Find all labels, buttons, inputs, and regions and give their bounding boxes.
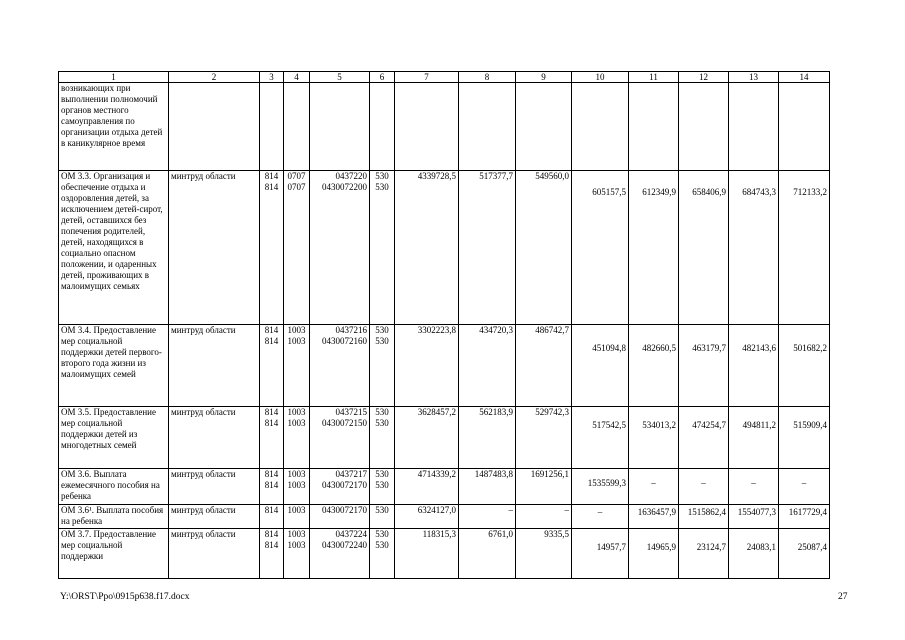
column-number: 11 [629, 72, 679, 83]
code-cell-c7 [395, 83, 459, 171]
sub-value: 530 [375, 418, 389, 428]
code-cell-c7 [395, 505, 459, 529]
code-cell-c8 [459, 505, 516, 529]
year-value: 24083,1 [746, 542, 776, 552]
sub-value: 530 [375, 469, 389, 479]
code-cell-c7 [395, 469, 459, 505]
sub-value: 4339728,5 [417, 171, 456, 181]
code-cell-c6 [370, 529, 395, 579]
year-value-cell [729, 505, 779, 529]
sub-value: 0437220 [335, 171, 367, 181]
code-cell-c4 [284, 171, 310, 325]
code-cell-c4 [284, 325, 310, 407]
year-value-cell [679, 505, 729, 529]
code-cell-c8 [459, 407, 516, 469]
year-value-cell [572, 83, 629, 171]
year-value-cell [679, 83, 729, 171]
year-value-cell [572, 171, 629, 325]
year-value: 463179,7 [692, 343, 726, 353]
column-number: 14 [779, 72, 830, 83]
sub-value: 814 [264, 540, 279, 550]
sub-value: 486742,7 [535, 325, 569, 335]
sub-value: 6761,0 [488, 529, 513, 539]
code-cell-c4 [284, 529, 310, 579]
sub-value: 530 [375, 325, 389, 335]
year-value-cell [679, 171, 729, 325]
executor-cell: минтруд области [169, 171, 260, 325]
sub-value: 0437216 [335, 325, 367, 335]
year-value-cell [629, 469, 679, 505]
sub-value: 530 [375, 182, 389, 192]
sub-value: 530 [375, 505, 389, 515]
sub-value: 0707 [287, 171, 306, 181]
sub-value: 530 [375, 407, 389, 417]
year-value: 1617729,4 [788, 507, 827, 517]
measure-name-cell: ОМ 3.3. Организация и обеспечение отдыха и оздоровления детей, за исключением детей-сирот, детей, оставшихся без попечения родителей, детей, находящихся в социально опасном положении, и одаренных детей, проживающих в малоимущих семьях [59, 171, 169, 325]
year-value: 605157,5 [592, 187, 626, 197]
code-cell-c5 [310, 171, 370, 325]
code-cell-c9 [516, 529, 572, 579]
code-cell-c4 [284, 469, 310, 505]
year-value-cell [779, 325, 830, 407]
executor-cell: минтруд области [169, 469, 260, 505]
year-value-cell [629, 171, 679, 325]
sub-value: 434720,3 [479, 325, 513, 335]
year-value-cell [572, 407, 629, 469]
year-value-cell [629, 83, 679, 171]
code-cell-c3 [260, 505, 284, 529]
sub-value: 549560,0 [535, 171, 569, 181]
year-value: – [651, 478, 656, 488]
code-cell-c9 [516, 325, 572, 407]
code-cell-c4 [284, 83, 310, 171]
code-cell-c7 [395, 407, 459, 469]
sub-value: 1691256,1 [530, 469, 569, 479]
sub-value: 1003 [287, 325, 306, 335]
year-value-cell [729, 407, 779, 469]
table-row [59, 171, 830, 325]
column-number: 9 [516, 72, 572, 83]
code-cell-c3 [260, 469, 284, 505]
executor-cell: минтруд области [169, 505, 260, 529]
year-value-cell [779, 407, 830, 469]
column-number: 8 [459, 72, 516, 83]
year-value: 14965,9 [646, 542, 676, 552]
code-cell-c4 [284, 505, 310, 529]
year-value: 474254,7 [692, 420, 726, 430]
sub-value: 118315,3 [422, 529, 456, 539]
column-number: 5 [310, 72, 370, 83]
year-value: 1535599,3 [587, 478, 626, 488]
executor-cell: минтруд области [169, 529, 260, 579]
year-value-cell [572, 469, 629, 505]
year-value-cell [679, 325, 729, 407]
table-row [59, 325, 830, 407]
code-cell-c7 [395, 171, 459, 325]
sub-value: 0437215 [335, 407, 367, 417]
sub-value: 1003 [287, 505, 306, 515]
year-value-cell [629, 407, 679, 469]
sub-value: 0437224 [335, 529, 367, 539]
sub-value: 814 [264, 529, 279, 539]
sub-value: – [508, 505, 513, 515]
year-value: 612349,9 [642, 187, 676, 197]
sub-value: 814 [264, 325, 279, 335]
year-value-cell [729, 171, 779, 325]
sub-value: – [564, 505, 569, 515]
year-value-cell [629, 529, 679, 579]
year-value-cell [572, 325, 629, 407]
sub-value: 1003 [287, 469, 306, 479]
executor-cell: минтруд области [169, 407, 260, 469]
sub-value: 517377,7 [479, 171, 513, 181]
year-value-cell [729, 83, 779, 171]
sub-value: 562183,9 [479, 407, 513, 417]
code-cell-c5 [310, 407, 370, 469]
measure-name-cell: ОМ 3.6¹. Выплата пособия на ребенка [59, 505, 169, 529]
sub-value: 814 [264, 171, 279, 181]
table-row [59, 529, 830, 579]
year-value-cell [779, 83, 830, 171]
year-value: 482143,6 [742, 343, 776, 353]
column-number: 6 [370, 72, 395, 83]
measure-name-cell: возникающих при выполнении полномочий органов местного самоуправления по организации отдыха детей в каникулярное время [59, 83, 169, 171]
sub-value: 9335,5 [544, 529, 569, 539]
code-cell-c8 [459, 325, 516, 407]
year-value: 25087,4 [797, 542, 827, 552]
sub-value: 1003 [287, 336, 306, 346]
year-value: 482660,5 [642, 343, 676, 353]
year-value: 658406,9 [692, 187, 726, 197]
sub-value: 814 [264, 505, 279, 515]
year-value-cell [779, 469, 830, 505]
year-value-cell [679, 407, 729, 469]
year-value: 1515862,4 [687, 507, 726, 517]
sub-value: 1003 [287, 407, 306, 417]
year-value-cell [572, 505, 629, 529]
code-cell-c8 [459, 469, 516, 505]
budget-table [58, 71, 830, 579]
year-value: 494811,2 [742, 420, 776, 430]
year-value: – [701, 478, 706, 488]
sub-value: 814 [264, 407, 279, 417]
year-value: 534013,2 [642, 420, 676, 430]
table-row [59, 407, 830, 469]
sub-value: 530 [375, 529, 389, 539]
footer-file-path: Y:\ORST\Ppo\0915p638.f17.docx [60, 592, 190, 602]
sub-value: 0430072240 [322, 540, 367, 550]
sub-value: 814 [264, 469, 279, 479]
code-cell-c3 [260, 529, 284, 579]
column-number: 10 [572, 72, 629, 83]
code-cell-c4 [284, 407, 310, 469]
year-value-cell [629, 325, 679, 407]
code-cell-c7 [395, 325, 459, 407]
code-cell-c5 [310, 505, 370, 529]
column-number: 13 [729, 72, 779, 83]
table-row [59, 83, 830, 171]
column-number: 2 [169, 72, 260, 83]
sub-value: 6324127,0 [417, 505, 456, 515]
page-number: 27 [838, 592, 848, 602]
code-cell-c9 [516, 505, 572, 529]
code-cell-c6 [370, 505, 395, 529]
sub-value: 1003 [287, 529, 306, 539]
year-value-cell [779, 505, 830, 529]
year-value: 684743,3 [742, 187, 776, 197]
sub-value: 814 [264, 480, 279, 490]
year-value: 501682,2 [793, 343, 827, 353]
column-number: 3 [260, 72, 284, 83]
code-cell-c6 [370, 407, 395, 469]
year-value: 1554077,3 [737, 507, 776, 517]
measure-name-cell: ОМ 3.6. Выплата ежемесячного пособия на ребенка [59, 469, 169, 505]
sub-value: 4714339,2 [417, 469, 456, 479]
year-value: – [597, 507, 603, 517]
code-cell-c3 [260, 171, 284, 325]
year-value: – [751, 478, 756, 488]
sub-value: 0437217 [335, 469, 367, 479]
year-value-cell [779, 171, 830, 325]
sub-value: 1003 [287, 418, 306, 428]
column-number: 12 [679, 72, 729, 83]
year-value: 14957,7 [596, 542, 626, 552]
year-value-cell [779, 529, 830, 579]
code-cell-c8 [459, 529, 516, 579]
sub-value: 0430072160 [322, 336, 367, 346]
code-cell-c9 [516, 171, 572, 325]
table-row [59, 505, 830, 529]
code-cell-c3 [260, 407, 284, 469]
code-cell-c3 [260, 325, 284, 407]
code-cell-c6 [370, 469, 395, 505]
sub-value: 814 [264, 418, 279, 428]
year-value: 23124,7 [696, 542, 726, 552]
code-cell-c7 [395, 529, 459, 579]
code-cell-c6 [370, 325, 395, 407]
sub-value: 814 [264, 336, 279, 346]
year-value: 517542,5 [592, 420, 626, 430]
year-value: 1636457,9 [637, 507, 676, 517]
code-cell-c9 [516, 469, 572, 505]
year-value-cell [629, 505, 679, 529]
column-number: 4 [284, 72, 310, 83]
code-cell-c9 [516, 407, 572, 469]
year-value: – [801, 478, 807, 488]
column-number-header-row [59, 72, 830, 83]
sub-value: 1003 [287, 480, 306, 490]
executor-cell: минтруд области [169, 325, 260, 407]
code-cell-c6 [370, 83, 395, 171]
sub-value: 3302223,8 [417, 325, 456, 335]
sub-value: 0707 [287, 182, 306, 192]
sub-value: 3628457,2 [417, 407, 456, 417]
sub-value: 530 [375, 480, 389, 490]
sub-value: 0430072150 [322, 418, 367, 428]
year-value: 712133,2 [793, 187, 827, 197]
measure-name-cell: ОМ 3.5. Предоставление мер социальной поддержки детей из многодетных семей [59, 407, 169, 469]
code-cell-c5 [310, 325, 370, 407]
column-number: 1 [59, 72, 169, 83]
sub-value: 0430072170 [322, 505, 367, 515]
measure-name-cell: ОМ 3.7. Предоставление мер социальной поддержки [59, 529, 169, 579]
year-value-cell [729, 469, 779, 505]
year-value-cell [729, 325, 779, 407]
sub-value: 530 [375, 171, 389, 181]
sub-value: 0430072200 [322, 182, 367, 192]
year-value-cell [729, 529, 779, 579]
code-cell-c8 [459, 83, 516, 171]
code-cell-c8 [459, 171, 516, 325]
sub-value: 1487483,8 [474, 469, 513, 479]
code-cell-c3 [260, 83, 284, 171]
year-value-cell [679, 469, 729, 505]
measure-name-cell: ОМ 3.4. Предоставление мер социальной поддержки детей первого-второго года жизни из малоимущих семей [59, 325, 169, 407]
sub-value: 529742,3 [535, 407, 569, 417]
year-value: 451094,8 [592, 343, 626, 353]
sub-value: 0430072170 [322, 480, 367, 490]
year-value: 515909,4 [793, 420, 827, 430]
code-cell-c5 [310, 469, 370, 505]
sub-value: 530 [375, 540, 389, 550]
table-row [59, 469, 830, 505]
code-cell-c9 [516, 83, 572, 171]
column-number: 7 [395, 72, 459, 83]
year-value-cell [572, 529, 629, 579]
code-cell-c5 [310, 529, 370, 579]
code-cell-c6 [370, 171, 395, 325]
sub-value: 530 [375, 336, 389, 346]
code-cell-c5 [310, 83, 370, 171]
sub-value: 1003 [287, 540, 306, 550]
sub-value: 814 [264, 182, 279, 192]
executor-cell [169, 83, 260, 171]
year-value-cell [679, 529, 729, 579]
